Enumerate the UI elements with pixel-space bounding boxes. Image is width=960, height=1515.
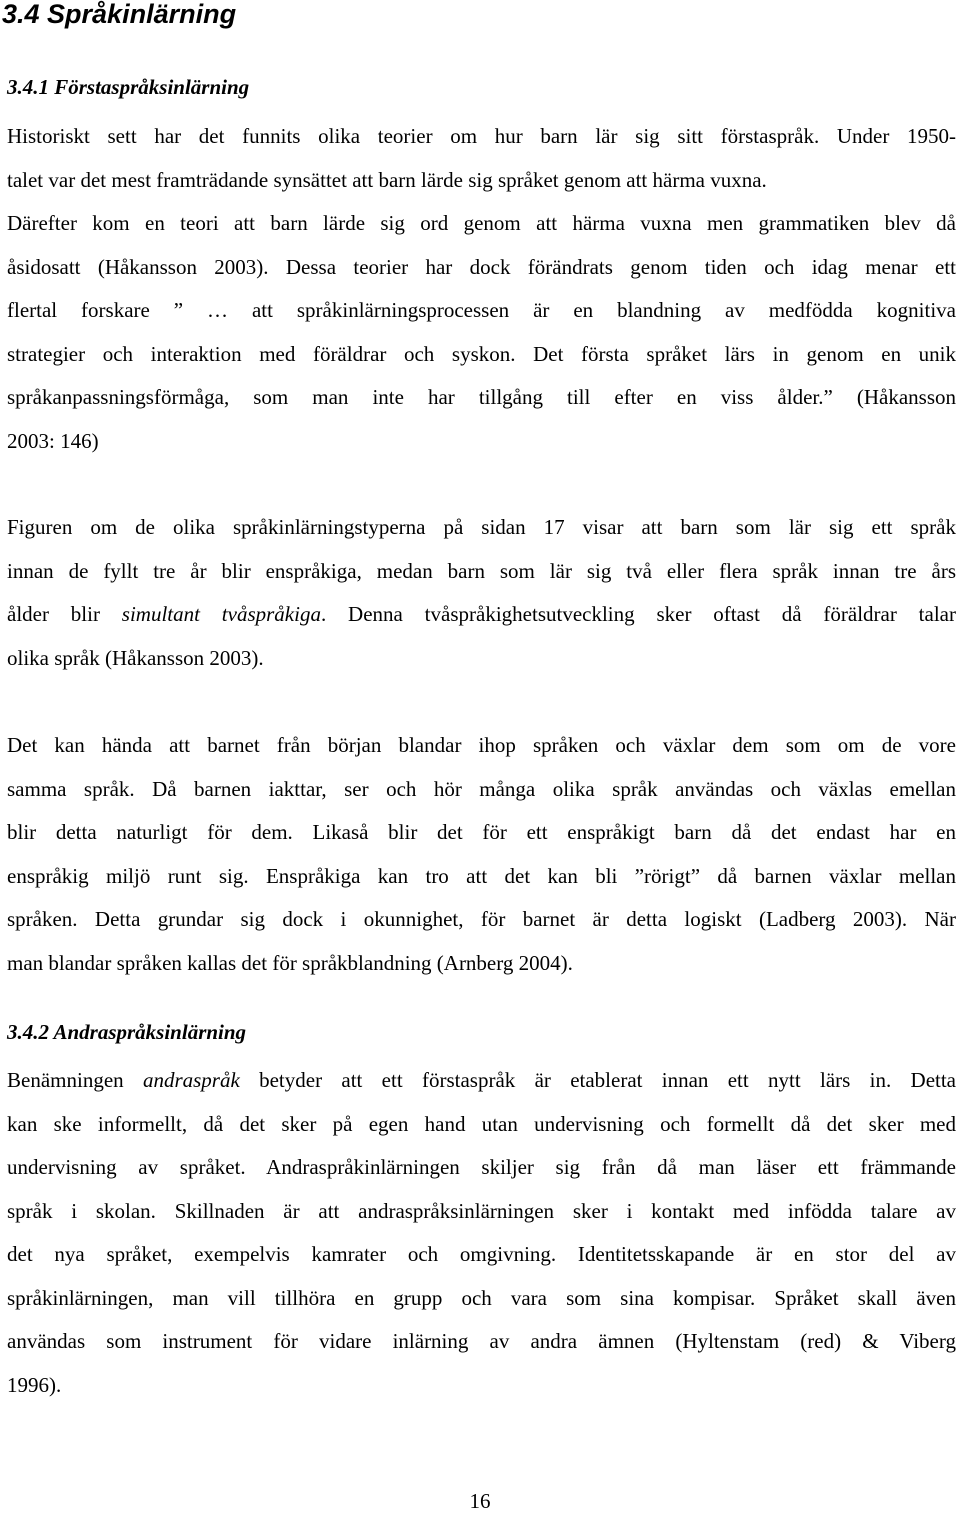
text-line: språkinlärningen, man vill tillhöra en grupp och vara som sina kompisar. Språket skall även xyxy=(7,1285,956,1310)
text-line: undervisning av språket. Andraspråkinlärningen skiljer sig från då man läser ett främmande xyxy=(7,1155,956,1179)
paragraph-first-language-theories xyxy=(7,115,956,463)
paragraph-language-mixing xyxy=(7,724,956,985)
text-line: Historiskt sett har det funnits olika teorier om hur barn lär sig sitt förstaspråk. Under 1950- xyxy=(7,124,956,148)
text-line: flertal forskare ” … att språkinlärningsprocessen är en blandning av medfödda kognitiva xyxy=(7,298,956,322)
text-line: språken. Detta grundar sig dock i okunnighet, för barnet är detta logiskt (Ladberg 2003). När xyxy=(7,907,956,931)
subsection-heading-first-language: 3.4.1 Förstaspråksinlärning xyxy=(7,75,250,99)
text-line: språkanpassningsförmåga, som man inte har tillgång till efter en viss ålder.” (Håkansson xyxy=(7,385,956,409)
text-segment: . Denna tvåspråkighetsutveckling sker oftast då föräldrar talar xyxy=(320,602,956,626)
text-line: strategier och interaktion med föräldrar och syskon. Det första språket lärs in genom en unik xyxy=(7,341,956,366)
subsection-heading-second-language: 3.4.2 Andraspråksinlärning xyxy=(7,1020,247,1044)
text-line: 1996). xyxy=(7,1372,62,1397)
text-line: blir detta naturligt för dem. Likaså blir det för ett enspråkigt barn då det endast har en xyxy=(7,820,956,844)
text-line: talet var det mest framträdande synsättet att barn lärde sig språket genom att härma vuxna. xyxy=(7,167,767,192)
page-number: 16 xyxy=(469,1489,491,1513)
text-line: Det kan hända att barnet från början blandar ihop språken och växlar dem som om de vore xyxy=(7,733,956,757)
text-line: enspråkig miljö runt sig. Enspråkiga kan tro att det kan bli ”rörigt” då barnen växlar mellan xyxy=(7,863,956,888)
text-line xyxy=(7,1059,956,1103)
text-line: det nya språket, exempelvis kamrater och omgivning. Identitetsskapande är en stor del av xyxy=(7,1242,956,1266)
text-line: språk i skolan. Skillnaden är att andraspråksinlärningen sker i kontakt med infödda talare av xyxy=(7,1198,956,1223)
text-line: olika språk (Håkansson 2003). xyxy=(7,645,264,670)
text-line xyxy=(7,593,956,637)
paragraph-simultaneous-bilingualism xyxy=(7,506,956,680)
text-segment: betyder att ett förstaspråk är etablerat innan ett nytt lärs in. Detta xyxy=(239,1068,956,1092)
text-line: kan ske informellt, då det sker på egen hand utan undervisning och formellt då det sker med xyxy=(7,1111,956,1136)
text-line: åsidosatt (Håkansson 2003). Dessa teorier har dock förändrats genom tiden och idag menar ett xyxy=(7,254,956,279)
text-line: innan de fyllt tre år blir enspråkiga, medan barn som lär sig två eller flera språk innan tre års xyxy=(7,558,956,583)
text-line: Figuren om de olika språkinlärningstyperna på sidan 17 visar att barn som lär sig ett språk xyxy=(7,515,956,539)
emphasized-term: andraspråk xyxy=(142,1068,240,1092)
text-line: man blandar språken kallas det för språkblandning (Arnberg 2004). xyxy=(7,950,573,975)
text-line: Därefter kom en teori att barn lärde sig ord genom att härma vuxna men grammatiken blev då xyxy=(7,211,956,235)
text-line: samma språk. Då barnen iakttar, ser och hör många olika språk användas och växlas emellan xyxy=(7,776,956,801)
text-line: 2003: 146) xyxy=(7,428,99,453)
text-line: användas som instrument för vidare inlärning av andra ämnen (Hyltenstam (red) & Viberg xyxy=(7,1329,956,1353)
text-segment: Benämningen xyxy=(7,1068,143,1092)
paragraph-second-language xyxy=(7,1059,956,1407)
section-heading: 3.4 Språkinlärning xyxy=(2,0,237,29)
emphasized-term: simultant tvåspråkiga xyxy=(121,602,321,626)
text-segment: ålder blir xyxy=(7,602,122,626)
